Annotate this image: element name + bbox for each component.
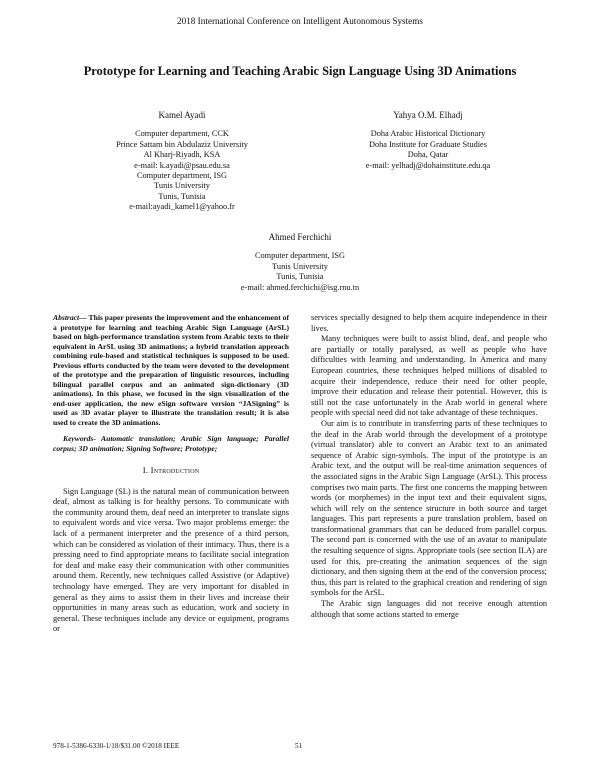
author-affiliation-line: Prince Sattam bin Abdulaziz University xyxy=(116,139,248,149)
paragraph: Sign Language (SL) is the natural mean of communication between deaf, almost as talking is for healthy persons. To communicate with the community around them, deaf need an interpreter to translate signs to equivalent words and vice versa. Two major problems emerge: the lack of a permanent interpreter and the presence of a third person, which can be considered as violation of their intimacy. Thus, there is a pressing need to find appropriate means to facilitate social integration for deaf and make easy their communication with other communities around them. Recently, new techniques called Assistive (or Adaptive) technology have emerged. They are very important for disabled in general as they aims to assist them in their lives and increase their opportunities in many areas such as education, work and society in general. These techniques include any device or equipment, programs or xyxy=(53,486,289,634)
left-column xyxy=(53,313,289,635)
section-heading: I. Introduction xyxy=(142,465,200,475)
author-affiliation-line: Al Kharj-Riyadh, KSA xyxy=(143,150,221,160)
author-email: e-mail: ahmed.ferchichi@isg.rnu.tn xyxy=(240,282,360,292)
author-email: e-mail: k.ayadi@psau.edu.sa xyxy=(134,160,230,170)
author-block-2 xyxy=(318,110,538,171)
footer-isbn: 978-1-5386-6330-1/18/$31.00 ©2018 IEEE xyxy=(53,742,180,750)
author-affiliation-line: Doha Institute for Graduate Studies xyxy=(369,139,487,149)
author-affiliation-line: Tunis, Tunisia xyxy=(276,272,324,282)
author-affiliation-line: Computer department, CCK xyxy=(135,129,229,139)
author-name: Ahmed Ferchichi xyxy=(268,232,332,242)
author-block-1 xyxy=(82,110,282,213)
author-affiliation-line: Computer department, ISG xyxy=(136,171,228,181)
author-name: Kamel Ayadi xyxy=(158,110,206,120)
abstract xyxy=(53,313,289,427)
paragraph: Many techniques were built to assist blind, deaf, and people who are partially or totally paralysed, as well as people who have difficulties with learning and understanding. In America and many European countries, these techniques helped millions of disabled to acquire their independence, reduce their need for other people, improve their education and release their potential. However, this is still not the case unfortunately in the Arab world in general where people with special need did not take advantage of these techniques. xyxy=(311,334,547,418)
paragraph: The Arabic sign languages did not receive enough attention although that some actions started to emerge xyxy=(311,599,547,619)
author-email: e-mail:ayadi_kamel1@yahoo.fr xyxy=(129,202,235,212)
author-block-3 xyxy=(200,232,400,293)
right-column xyxy=(311,313,547,620)
conference-header: 2018 International Conference on Intelligent Autonomous Systems xyxy=(177,16,423,26)
author-name: Yahya O.M. Elhadj xyxy=(393,110,463,120)
author-affiliation-line: Computer department, ISG xyxy=(254,251,346,261)
abstract-text: — This paper presents the improvement and the enhancement of a prototype for learning and teaching Arabic Sign Language (ArSL) based on high-performance translation system from Arabic texts to their equivalent in ArSL using 3D animations; a hybrid translation approach combining rule-based and statistical techniques is supposed to be used. Previous efforts conducted by the team were devoted to the development of the prototype and the preparation of linguistic resources, including bilingual parallel corpus and an animated sign-dictionary (3D animations). In this phase, we focused in the sign visualization of the end-user application, the new eSign software version “JASigning” is used as 3D avatar player to illustrate the translation result; it is also used to create the 3D animations. xyxy=(53,313,289,427)
author-affiliation-line: Tunis University xyxy=(154,181,210,191)
author-affiliation-line: Tunis, Tunisia xyxy=(158,191,206,201)
paper-title: Prototype for Learning and Teaching Arabic Sign Language Using 3D Animations xyxy=(83,64,517,78)
page-number: 51 xyxy=(295,742,303,750)
author-affiliation-line: Doha Arabic Historical Dictionary xyxy=(370,129,486,139)
paragraph: Our aim is to contribute in transferring parts of these techniques to the deaf in the Arab world through the development of a prototype (virtual translator) able to convert an Arabic text to an animated sequence of Arabic sign-symbols. The input of the prototype is an Arabic text, and the output will be real-time animation sequences of the associated signs in the Arabic Sign Language (ArSL). This process comprises two main parts. The first one concerns the mapping between words (or morphemes) in the input text and their equivalent signs, which will rely on the sentence structure in both source and target languages. This part represents a pure translation problem, based on transformational grammars that can be deduced from parallel corpus. The second part is concerned with the use of an avatar to manipulate the resulting sequence of signs. Appropriate tools (see section II.A) are used for this, pre-creating the animation sequences of the sign dictionary, and then signing them at the end of the conversion process; thus, this part is related to the graphical creation and rendering of sign symbols for the ArSL. xyxy=(311,418,548,598)
paragraph-continuation: services specially designed to help them acquire independence in their lives. xyxy=(311,313,547,333)
author-email: e-mail: yelhadj@dohainstitute.edu.qa xyxy=(365,160,491,170)
author-affiliation-line: Doha, Qatar xyxy=(407,150,449,160)
keywords: Keywords- Automatic translation; Arabic Sign language; Parallel corpus; 3D animation; Signing Software; Prototype; xyxy=(53,434,289,453)
author-affiliation-line: Tunis University xyxy=(272,261,328,271)
abstract-label: Abstract xyxy=(53,313,80,322)
